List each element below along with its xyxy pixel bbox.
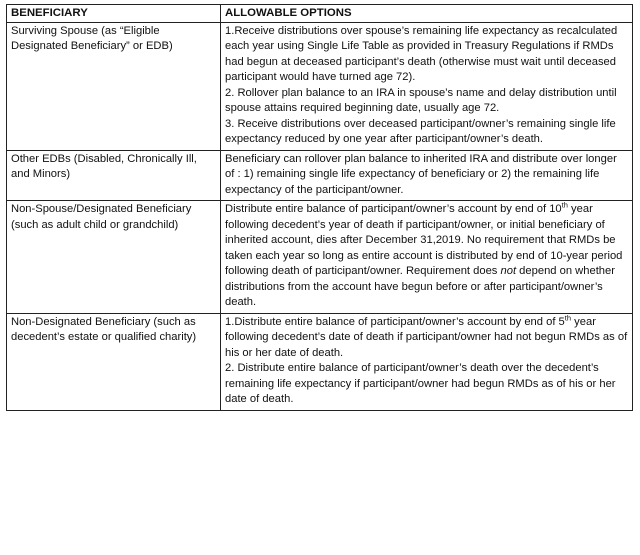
emphasis-text: not <box>500 265 517 277</box>
option-item: 3. Receive distributions over deceased participant/owner’s remaining single life expectancy reduced by one year after participant/owner’s death. <box>225 117 616 145</box>
ordinal-suffix: th <box>561 200 568 210</box>
option-item: 1.Receive distributions over spouse’s remaining life expectancy as recalculated each year using Single Life Table as provided in Treasury Regulations if RMDs had begun at deceased participant’s death (otherwise must wait until deceased participant would have turned age 72). <box>225 24 618 83</box>
option-item: Beneficiary can rollover plan balance to inherited IRA and distribute over longer of : 1) remaining single life expectancy of beneficiary or 2) the remaining life expectancy of the participant/owner. <box>225 152 617 196</box>
beneficiary-options-table <box>6 4 633 411</box>
beneficiary-cell: Other EDBs (Disabled, Chronically Ill, and Minors) <box>7 150 221 201</box>
option-item <box>225 312 628 362</box>
option-text: year following decedent’s year of death if participant/owner, or initial beneficiary of inherited account, dies after December 31,2019. No requirement that RMDs be taken each year so long as entire account is distributed by end of 10-year period following death of participant/owner. Requirement does <box>225 203 623 277</box>
options-cell <box>221 150 633 201</box>
options-cell <box>221 22 633 150</box>
table-row <box>7 22 633 150</box>
header-allowable-options: ALLOWABLE OPTIONS <box>221 5 633 23</box>
table-header-row <box>7 5 633 23</box>
options-cell <box>221 313 633 410</box>
option-text: year following decedent’s date of death if participant/owner had not begun RMDs as of his or her date of death. <box>225 315 628 359</box>
option-text: depend on whether distributions from the account have begun before or after participant/owner’s death. <box>225 265 615 308</box>
option-item: 2. Distribute entire balance of participant/owner’s death over the decedent’s remaining life expectancy if participant/owner had begun RMDs as of his or her date of death. <box>225 362 616 405</box>
table-row <box>7 201 633 314</box>
option-item: 2. Rollover plan balance to an IRA in spouse’s name and delay distribution until spouse attains required beginning date, usually age 72. <box>225 86 617 114</box>
beneficiary-cell: Surviving Spouse (as “Eligible Designated Beneficiary” or EDB) <box>7 22 221 150</box>
beneficiary-cell: Non-Spouse/Designated Beneficiary (such as adult child or grandchild) <box>7 201 221 314</box>
beneficiary-cell: Non-Designated Beneficiary (such as decedent’s estate or qualified charity) <box>7 313 221 410</box>
header-beneficiary: BENEFICIARY <box>7 5 221 23</box>
options-cell <box>221 201 633 314</box>
option-text: Distribute entire balance of participant/owner’s account by end of 10 <box>225 203 562 215</box>
ordinal-suffix: th <box>564 312 572 322</box>
table-row <box>7 313 633 410</box>
table-row <box>7 150 633 201</box>
option-text: 1.Distribute entire balance of participant/owner’s account by end of 5 <box>225 315 565 328</box>
option-item <box>225 202 628 311</box>
